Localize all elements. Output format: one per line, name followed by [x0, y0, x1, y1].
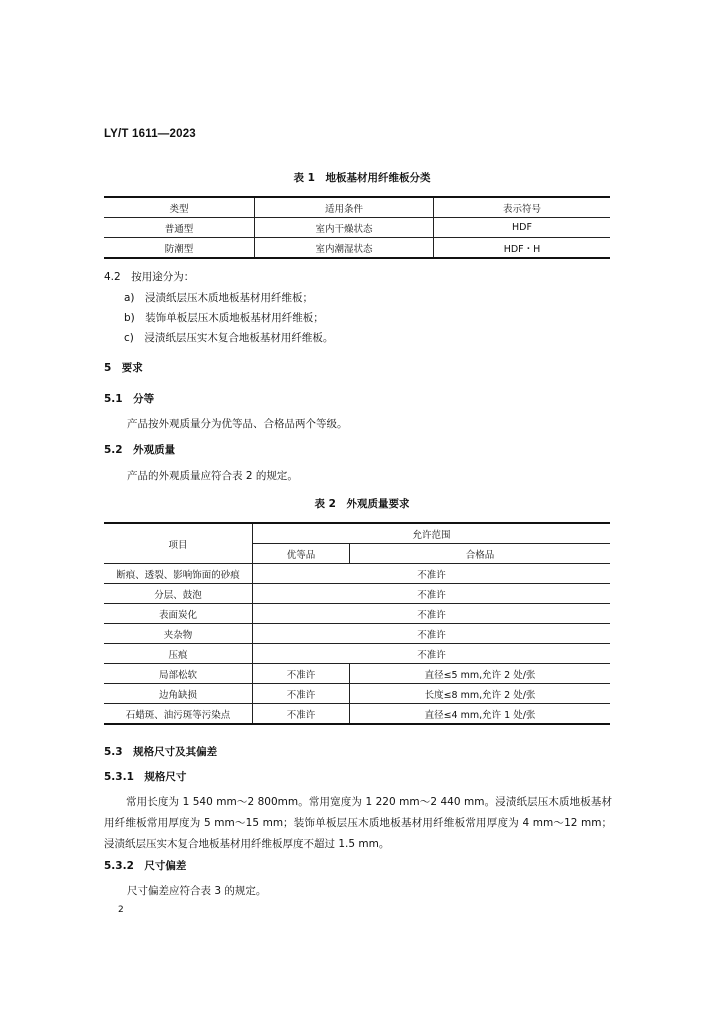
table-row [104, 684, 610, 704]
table-cell: 不准许 [253, 664, 350, 684]
table-row [104, 564, 610, 584]
table-header-cell: 项目 [104, 523, 253, 564]
table-cell: HDF [434, 218, 611, 238]
list-item: c) 浸渍纸层压实木复合地板基材用纤维板。 [124, 332, 334, 344]
table-header-cell: 类型 [104, 197, 255, 218]
section-5-3-2-text: 尺寸偏差应符合表 3 的规定。 [127, 885, 267, 897]
table-header-cell: 合格品 [350, 544, 611, 564]
section-5-1-title: 5.1 分等 [104, 393, 155, 405]
table-header-cell: 优等品 [253, 544, 350, 564]
table-header-cell: 适用条件 [255, 197, 434, 218]
table-header-cell: 表示符号 [434, 197, 611, 218]
section-4-2-title: 4.2 按用途分为： [104, 271, 195, 283]
list-item: b) 装饰单板层压木质地板基材用纤维板； [124, 312, 324, 324]
table-cell: 不准许 [253, 704, 350, 725]
section-5-3-1-text: 常用长度为 1 540 mm～2 800mm。常用宽度为 1 220 mm～2 440 mm。浸渍纸层压木质地板基材用纤维板常用厚度为 5 mm～15 mm；装饰单板层压木质地板基材用纤维板常用厚度为 4 mm～12 mm；浸渍纸层压实木复合地板基材用纤维板厚度不超过 1.5 mm。 [104, 796, 612, 850]
table-cell: 不准许 [253, 644, 611, 664]
table-cell: 室内潮湿状态 [255, 238, 434, 259]
section-5-1-text: 产品按外观质量分为优等品、合格品两个等级。 [127, 418, 348, 430]
table-row [104, 584, 610, 604]
table-cell: 分层、鼓泡 [104, 584, 253, 604]
table-cell: HDF・H [434, 238, 611, 259]
table-cell: 普通型 [104, 218, 255, 238]
table-cell: 不准许 [253, 604, 611, 624]
table-cell: 室内干燥状态 [255, 218, 434, 238]
table-row [104, 624, 610, 644]
table-cell: 不准许 [253, 564, 611, 584]
table-cell: 防潮型 [104, 238, 255, 259]
table-row [104, 644, 610, 664]
table-row [104, 238, 610, 259]
table-header-row [104, 523, 610, 544]
table-cell: 不准许 [253, 584, 611, 604]
table-cell: 直径≤4 mm,允许 1 处/张 [350, 704, 611, 725]
table-cell: 直径≤5 mm,允许 2 处/张 [350, 664, 611, 684]
table-cell: 压痕 [104, 644, 253, 664]
table1 [104, 196, 610, 259]
table-cell: 表面炭化 [104, 604, 253, 624]
table-row [104, 664, 610, 684]
table1-caption: 表 1 地板基材用纤维板分类 [293, 172, 431, 184]
table2-caption: 表 2 外观质量要求 [314, 498, 410, 510]
table-row [104, 604, 610, 624]
section-5-3-title: 5.3 规格尺寸及其偏差 [104, 746, 218, 758]
table-cell: 石蜡斑、油污斑等污染点 [104, 704, 253, 725]
table-cell: 长度≤8 mm,允许 2 处/张 [350, 684, 611, 704]
section-5-3-2-title: 5.3.2 尺寸偏差 [104, 860, 187, 872]
section-5-title: 5 要求 [104, 362, 143, 374]
table-cell: 不准许 [253, 624, 611, 644]
section-5-2-text: 产品的外观质量应符合表 2 的规定。 [127, 470, 298, 482]
standard-code: LY/T 1611—2023 [104, 128, 196, 140]
list-item: a) 浸渍纸层压木质地板基材用纤维板； [124, 292, 314, 304]
section-5-3-1-title: 5.3.1 规格尺寸 [104, 771, 187, 783]
table-cell: 局部松软 [104, 664, 253, 684]
table-row [104, 704, 610, 725]
table-header-row [104, 197, 610, 218]
table-row [104, 218, 610, 238]
table-cell: 不准许 [253, 684, 350, 704]
section-5-2-title: 5.2 外观质量 [104, 444, 176, 456]
table-cell: 边角缺损 [104, 684, 253, 704]
page-number: 2 [118, 905, 124, 915]
table-header-cell: 允许范围 [253, 523, 611, 544]
table-cell: 夹杂物 [104, 624, 253, 644]
table-cell: 断痕、透裂、影响饰面的砂痕 [104, 564, 253, 584]
table2 [104, 522, 610, 725]
